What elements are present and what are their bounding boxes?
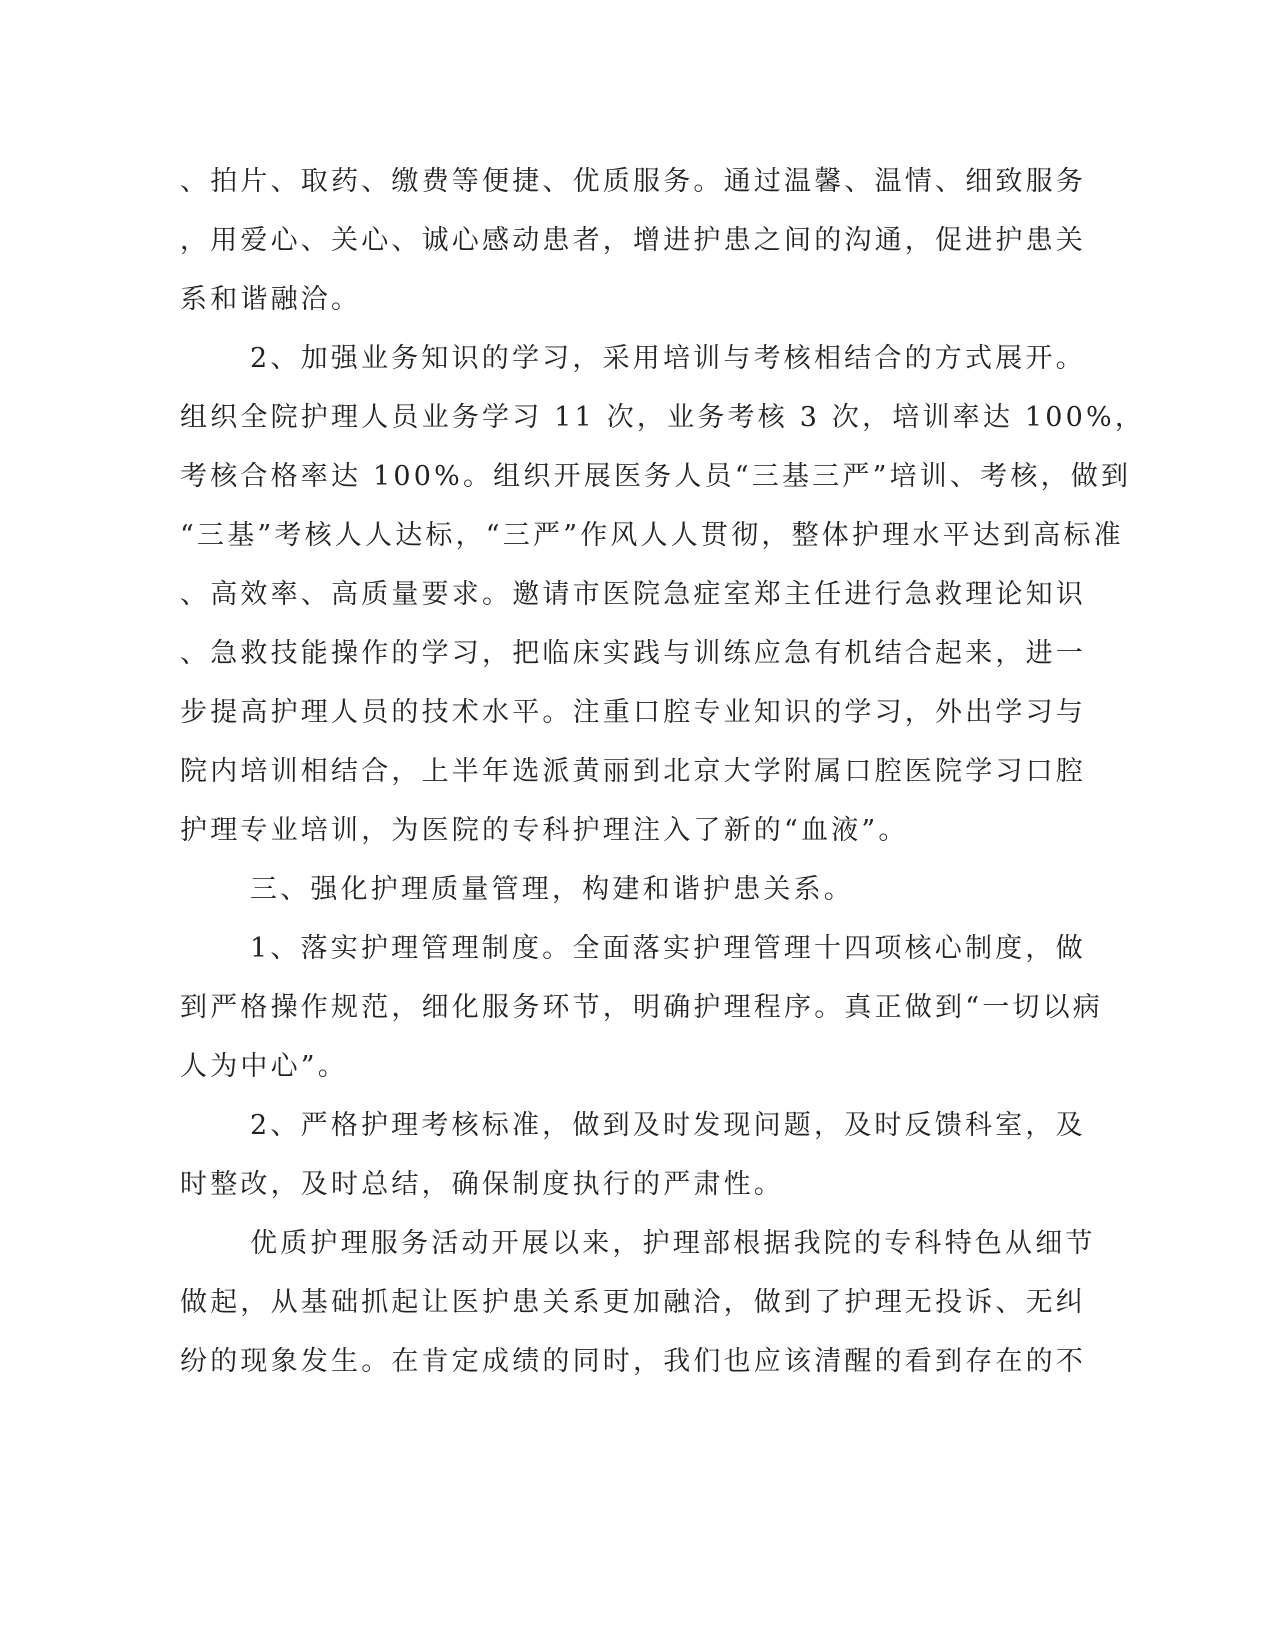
text-line: 到严格操作规范，细化服务环节，明确护理程序。真正做到“一切以病 — [180, 992, 1104, 1023]
text-line: ，用爱心、关心、诚心感动患者，增进护患之间的沟通，促进护患关 — [180, 225, 1086, 256]
text-line: 步提高护理人员的技术水平。注重口腔专业知识的学习，外出学习与 — [180, 697, 1086, 728]
paragraph-start-line: 2、严格护理考核标准，做到及时发现问题，及时反馈科室，及 — [250, 1110, 1086, 1141]
text-line: 考核合格率达 100%。组织开展医务人员“三基三严”培训、考核，做到 — [180, 461, 1132, 492]
text-line: “三基”考核人人达标，“三严”作风人人贯彻，整体护理水平达到高标准 — [180, 520, 1124, 551]
text-line: 、拍片、取药、缴费等便捷、优质服务。通过温馨、温情、细致服务 — [180, 166, 1086, 197]
text-line: 院内培训相结合，上半年选派黄丽到北京大学附属口腔医院学习口腔 — [180, 756, 1086, 787]
text-line: 时整改，及时总结，确保制度执行的严肃性。 — [180, 1169, 784, 1200]
text-line: 人为中心”。 — [180, 1051, 349, 1082]
text-line: 系和谐融洽。 — [180, 284, 362, 315]
text-line: 护理专业培训，为医院的专科护理注入了新的“血液”。 — [180, 815, 909, 846]
text-line: 做起，从基础抓起让医护患关系更加融洽，做到了护理无投诉、无纠 — [180, 1287, 1086, 1318]
text-line: 纷的现象发生。在肯定成绩的同时，我们也应该清醒的看到存在的不 — [180, 1346, 1086, 1377]
paragraph-start-line: 1、落实护理管理制度。全面落实护理管理十四项核心制度，做 — [250, 933, 1086, 964]
paragraph-start-line: 优质护理服务活动开展以来，护理部根据我院的专科特色从细节 — [250, 1228, 1096, 1259]
text-line: 、高效率、高质量要求。邀请市医院急症室郑主任进行急救理论知识 — [180, 579, 1086, 610]
text-line: 组织全院护理人员业务学习 11 次，业务考核 3 次，培训率达 100%， — [180, 402, 1146, 433]
text-line: 、急救技能操作的学习，把临床实践与训练应急有机结合起来，进一 — [180, 638, 1086, 669]
paragraph-start-line: 2、加强业务知识的学习，采用培训与考核相结合的方式展开。 — [250, 343, 1086, 374]
document-body — [180, 152, 1146, 1391]
section-heading: 三、强化护理质量管理，构建和谐护患关系。 — [250, 874, 854, 905]
